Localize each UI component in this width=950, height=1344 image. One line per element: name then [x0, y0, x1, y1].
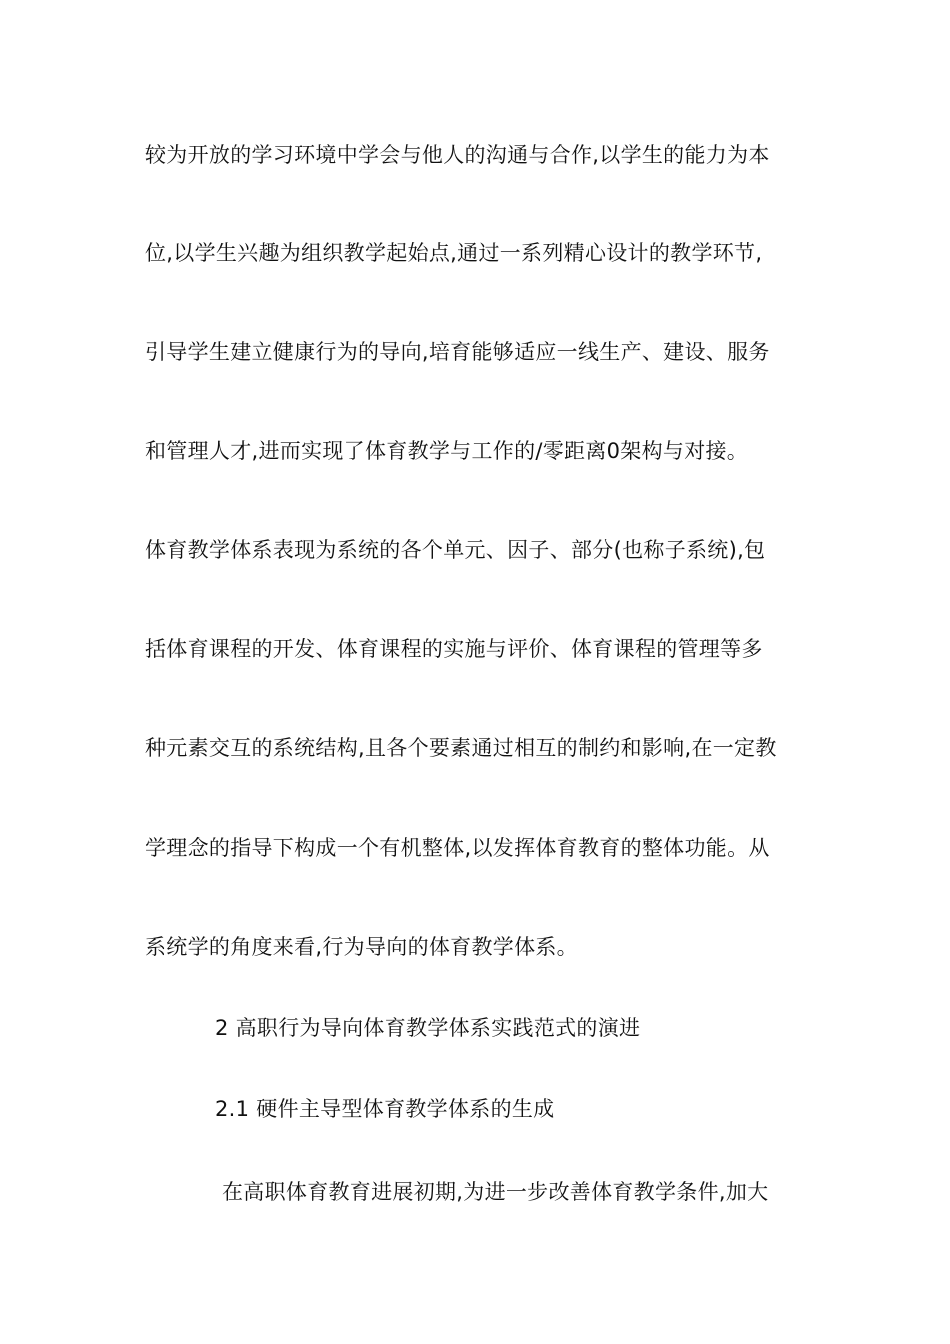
paragraph-3-line-1: 在高职体育教育进展初期,为进一步改善体育教学条件,加大: [222, 1180, 769, 1204]
paragraph-2-line-4: 学理念的指导下构成一个有机整体,以发挥体育教育的整体功能。从: [145, 836, 770, 860]
paragraph-2-line-5: 系统学的角度来看,行为导向的体育教学体系。: [145, 935, 578, 959]
paragraph-1-line-4: 和管理人才,进而实现了体育教学与工作的/零距离0架构与对接。: [145, 439, 749, 463]
paragraph-2-line-3: 种元素交互的系统结构,且各个要素通过相互的制约和影响,在一定教: [145, 736, 777, 760]
section-heading: 2 高职行为导向体育教学体系实践范式的演进: [215, 1016, 641, 1040]
paragraph-1-line-3: 引导学生建立健康行为的导向,培育能够适应一线生产、建设、服务: [145, 340, 770, 364]
paragraph-2-line-1: 体育教学体系表现为系统的各个单元、因子、部分(也称子系统),包: [145, 538, 766, 562]
paragraph-1-line-2: 位,以学生兴趣为组织教学起始点,通过一系列精心设计的教学环节,: [145, 241, 763, 265]
paragraph-1-line-1: 较为开放的学习环境中学会与他人的沟通与合作,以学生的能力为本: [145, 143, 770, 167]
subsection-heading: 2.1 硬件主导型体育教学体系的生成: [215, 1097, 555, 1121]
paragraph-2-line-2: 括体育课程的开发、体育课程的实施与评价、体育课程的管理等多: [145, 637, 763, 661]
